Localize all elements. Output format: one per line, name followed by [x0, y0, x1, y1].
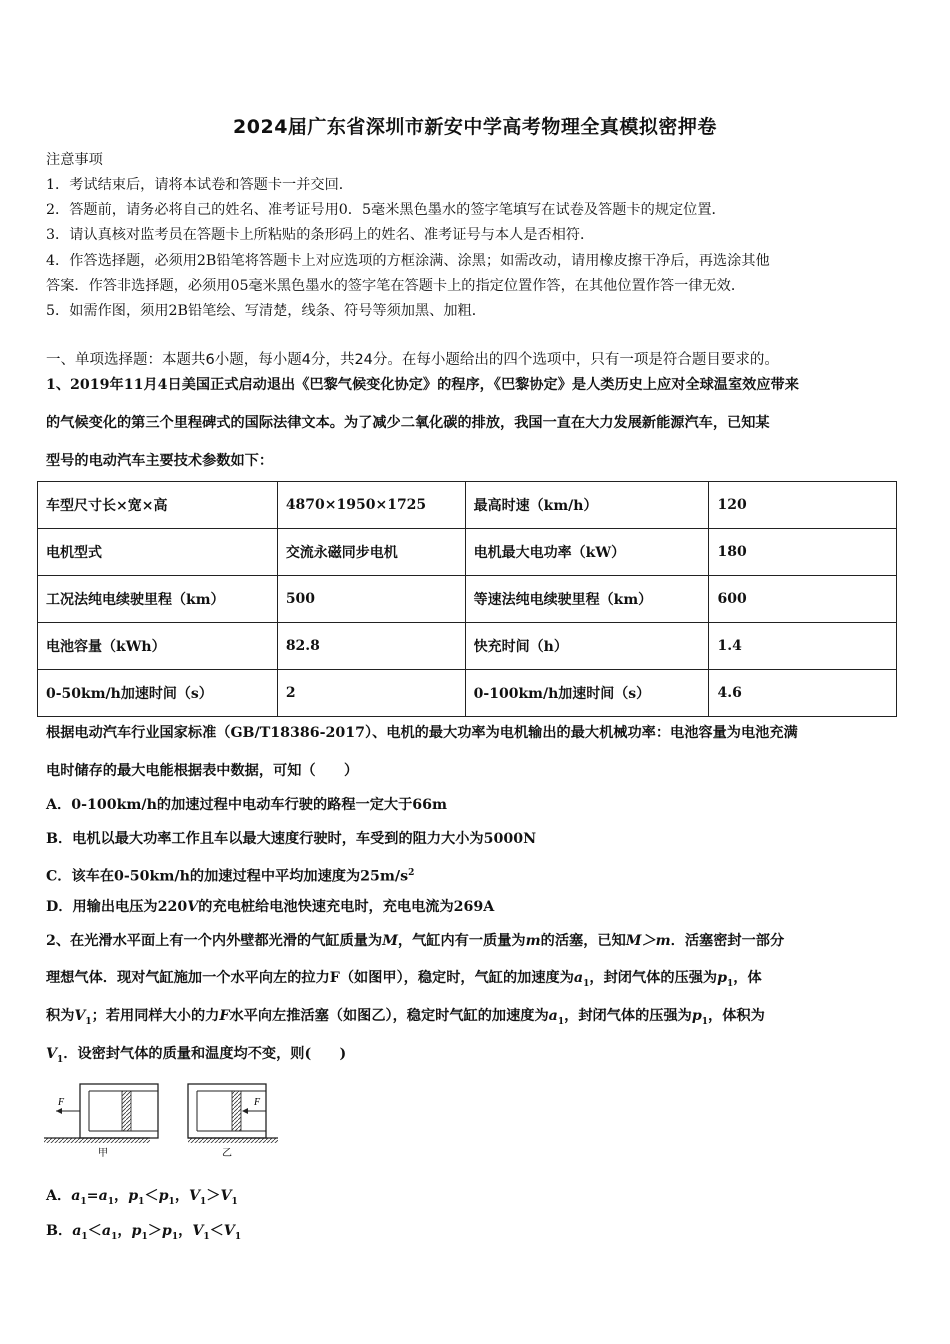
q2-var: p: [691, 1008, 702, 1024]
notice-heading: 注意事项: [46, 152, 103, 168]
q2-text: 积为: [46, 1008, 75, 1024]
q2-stem-4: [46, 1045, 346, 1069]
q1-option-d-var: V: [187, 899, 199, 915]
table-cell: 1.4: [709, 623, 897, 670]
table-cell: 180: [709, 529, 897, 576]
q1-option-d: [46, 898, 494, 916]
force-label: F: [58, 1097, 65, 1108]
q1-stem-3: 型号的电动汽车主要技术参数如下：: [46, 453, 274, 469]
table-cell: 电机最大电功率（kW）: [465, 529, 709, 576]
notice-item-1: 1．考试结束后，请将本试卷和答题卡一并交回．: [46, 177, 353, 193]
ground-hatch: [188, 1138, 278, 1143]
q2-text: ；若用同样大小的力: [91, 1008, 220, 1024]
cylinder-figure: [42, 1080, 282, 1162]
q1-option-d-pre: D．用输出电压为220: [46, 899, 188, 915]
q2-sub: 1: [85, 1016, 92, 1027]
q2-var: V: [189, 1188, 201, 1204]
notice-item-3: 3．请认真核对监考员在答题卡上所粘贴的条形码上的姓名、准考证号与本人是否相符．: [46, 227, 595, 243]
q2-text: ，封闭气体的压强为: [589, 970, 718, 986]
q2-text: 的活塞，已知: [540, 933, 626, 949]
q1-option-a: A．0-100km/h的加速过程中电动车行驶的路程一定大于66m: [46, 797, 448, 813]
arrow-head-icon: [56, 1108, 62, 1114]
table-cell: 0-100km/h加速时间（s）: [465, 670, 709, 717]
q1-option-d-post: 的充电桩给电池快速充电时，充电电流为269A: [198, 899, 495, 915]
notice-item-4-cont: 答案．作答非选择题，必须用05毫米黑色墨水的签字笔在答题卡上的指定位置作答，在其他位置作答一律无效．: [46, 278, 746, 294]
q2-sub: 1: [203, 1231, 210, 1242]
spec-table: [37, 481, 897, 717]
q2-var: a: [573, 970, 584, 986]
q2-text: ＜: [87, 1223, 102, 1239]
q2-sub: 1: [81, 1231, 88, 1242]
q2-var: M: [382, 933, 398, 949]
q2-text: B．: [46, 1223, 73, 1239]
q2-var: a: [98, 1188, 108, 1204]
q2-text: 2、在光滑水平面上有一个内外壁都光滑的气缸质量为: [46, 933, 383, 949]
q2-text: 理想气体．现对气缸施加一个水平向左的拉力F（如图甲），稳定时，气缸的加速度为: [46, 970, 574, 986]
table-cell: 600: [709, 576, 897, 623]
q2-var: V: [74, 1008, 86, 1024]
figure-label-jia: 甲: [98, 1148, 108, 1159]
q2-sub: 1: [111, 1231, 118, 1242]
q2-text: ，体: [733, 970, 762, 986]
q2-var: m: [525, 933, 541, 949]
figure-label-yi: 乙: [222, 1148, 232, 1159]
q2-sub: 1: [171, 1231, 179, 1242]
table-cell: 82.8: [277, 623, 465, 670]
cylinder-outer: [80, 1084, 158, 1138]
q2-sub: 1: [701, 1016, 709, 1027]
table-row: [38, 576, 897, 623]
table-row: [38, 529, 897, 576]
q2-var: p: [717, 970, 728, 986]
q2-var: V: [46, 1046, 58, 1062]
q1-after-1: 根据电动汽车行业国家标准（GB/T18386-2017）、电机的最大功率为电机输出的最大机械功率：电池容量为电池充满: [46, 725, 798, 741]
table-cell: 交流永磁同步电机: [277, 529, 465, 576]
q2-sub: 1: [727, 978, 734, 989]
q2-sub: 1: [234, 1231, 242, 1242]
q2-sub: 1: [168, 1196, 175, 1207]
notice-item-2: 2．答题前，请务必将自己的姓名、准考证号用0．5毫米黑色墨水的签字笔填写在试卷及答题卡的规定位置．: [46, 202, 726, 218]
q2-text: ，: [117, 1223, 132, 1239]
table-row: [38, 623, 897, 670]
q2-var: p: [158, 1188, 169, 1204]
q2-sub: 1: [200, 1196, 207, 1207]
q2-option-b: [46, 1222, 241, 1246]
q2-sub: 1: [231, 1196, 238, 1207]
q2-var: V: [220, 1188, 232, 1204]
notice-item-4: 4．作答选择题，必须用2B铅笔将答题卡上对应选项的方框涂满、涂黑；如需改动，请用橡皮擦干净后，再选涂其他: [46, 253, 770, 269]
q2-sub: 1: [80, 1196, 87, 1207]
q2-var: F: [219, 1008, 230, 1024]
q1-option-c-sup: 2: [408, 868, 415, 878]
q2-text: ．活塞密封一部分: [670, 933, 785, 949]
q2-var: a: [101, 1223, 112, 1239]
table-cell: 工况法纯电续驶里程（km）: [38, 576, 278, 623]
q2-sub: 1: [57, 1054, 64, 1065]
q2-sub: 1: [557, 1016, 565, 1027]
q2-text: ＞: [206, 1188, 221, 1204]
q2-var: a: [71, 1188, 81, 1204]
q2-text: =: [86, 1188, 99, 1204]
q2-sub: 1: [107, 1196, 115, 1207]
q1-option-c: [46, 864, 414, 886]
q1-stem-2: 的气候变化的第三个里程碑式的国际法律文本。为了减少二氧化碳的排放，我国一直在大力发展新能源汽车，已知某: [46, 415, 770, 431]
q2-var: V: [192, 1223, 204, 1239]
table-cell: 电机型式: [38, 529, 278, 576]
table-cell: 电池容量（kWh）: [38, 623, 278, 670]
q2-var: V: [223, 1223, 235, 1239]
q2-text: ，: [174, 1188, 190, 1204]
table-cell: 500: [277, 576, 465, 623]
q2-text: ，气缸内有一质量为: [397, 933, 526, 949]
q1-stem-1: 1、2019年11月4日美国正式启动退出《巴黎气候变化协定》的程序，《巴黎协定》是人类历史上应对全球温室效应带来: [46, 377, 799, 393]
table-cell: 等速法纯电续驶里程（km）: [465, 576, 709, 623]
arrow-head-icon: [242, 1108, 248, 1114]
q2-text: ＜: [209, 1223, 224, 1239]
ground-hatch: [44, 1138, 150, 1143]
q2-text: ＞: [147, 1223, 162, 1239]
q2-var: a: [548, 1008, 558, 1024]
q2-text: ，: [114, 1188, 129, 1204]
page-title: 2024届广东省深圳市新安中学高考物理全真模拟密押卷: [233, 116, 717, 138]
q2-var: p: [161, 1223, 172, 1239]
q2-text: ＜: [144, 1188, 159, 1204]
table-row: [38, 670, 897, 717]
q2-stem-1: [46, 932, 784, 950]
piston: [232, 1091, 241, 1131]
q2-sub: 1: [141, 1231, 148, 1242]
q2-var: a: [72, 1223, 82, 1239]
q2-text: ，封闭气体的压强为: [564, 1008, 692, 1024]
notice-item-5: 5．如需作图，须用2B铅笔绘、写清楚，线条、符号等须加黑、加粗．: [46, 303, 486, 319]
table-cell: 车型尺寸长×宽×高: [38, 482, 278, 529]
figure-yi: [188, 1084, 278, 1159]
q2-text: ．设密封气体的质量和温度均不变，则( ): [63, 1046, 347, 1062]
q2-text: ，体积为: [708, 1008, 765, 1024]
table-cell: 2: [277, 670, 465, 717]
table-cell: 4.6: [709, 670, 897, 717]
q1-option-c-text: C．该车在0-50km/h的加速过程中平均加速度为25m/s: [46, 868, 409, 885]
q1-after-2: 电时储存的最大电能根据表中数据，可知（ ）: [46, 763, 359, 779]
figure-jia: [44, 1084, 158, 1159]
q2-sub: 1: [583, 978, 590, 989]
table-cell: 120: [709, 482, 897, 529]
q2-stem-2: [46, 969, 762, 993]
table-cell: 快充时间（h）: [465, 623, 709, 670]
q1-option-b: B．电机以最大功率工作且车以最大速度行驶时，车受到的阻力大小为5000N: [46, 831, 537, 847]
q2-text: A．: [46, 1188, 72, 1204]
section-heading: 一、单项选择题：本题共6小题，每小题4分，共24分。在每小题给出的四个选项中，只有一项是符合题目要求的。: [46, 352, 779, 368]
q2-text: 水平向左推活塞（如图乙），稳定时气缸的加速度为: [229, 1008, 549, 1024]
q2-var: M＞m: [625, 933, 671, 949]
q2-var: p: [131, 1223, 142, 1239]
q2-stem-3: [46, 1007, 765, 1031]
table-cell: 0-50km/h加速时间（s）: [38, 670, 278, 717]
piston: [122, 1091, 131, 1131]
force-label: F: [254, 1097, 261, 1108]
q2-option-a: [46, 1187, 238, 1211]
q2-sub: 1: [138, 1196, 145, 1207]
q2-var: p: [128, 1188, 139, 1204]
table-cell: 最高时速（km/h）: [465, 482, 709, 529]
table-cell: 4870×1950×1725: [277, 482, 465, 529]
table-row: [38, 482, 897, 529]
q2-text: ，: [178, 1223, 193, 1239]
